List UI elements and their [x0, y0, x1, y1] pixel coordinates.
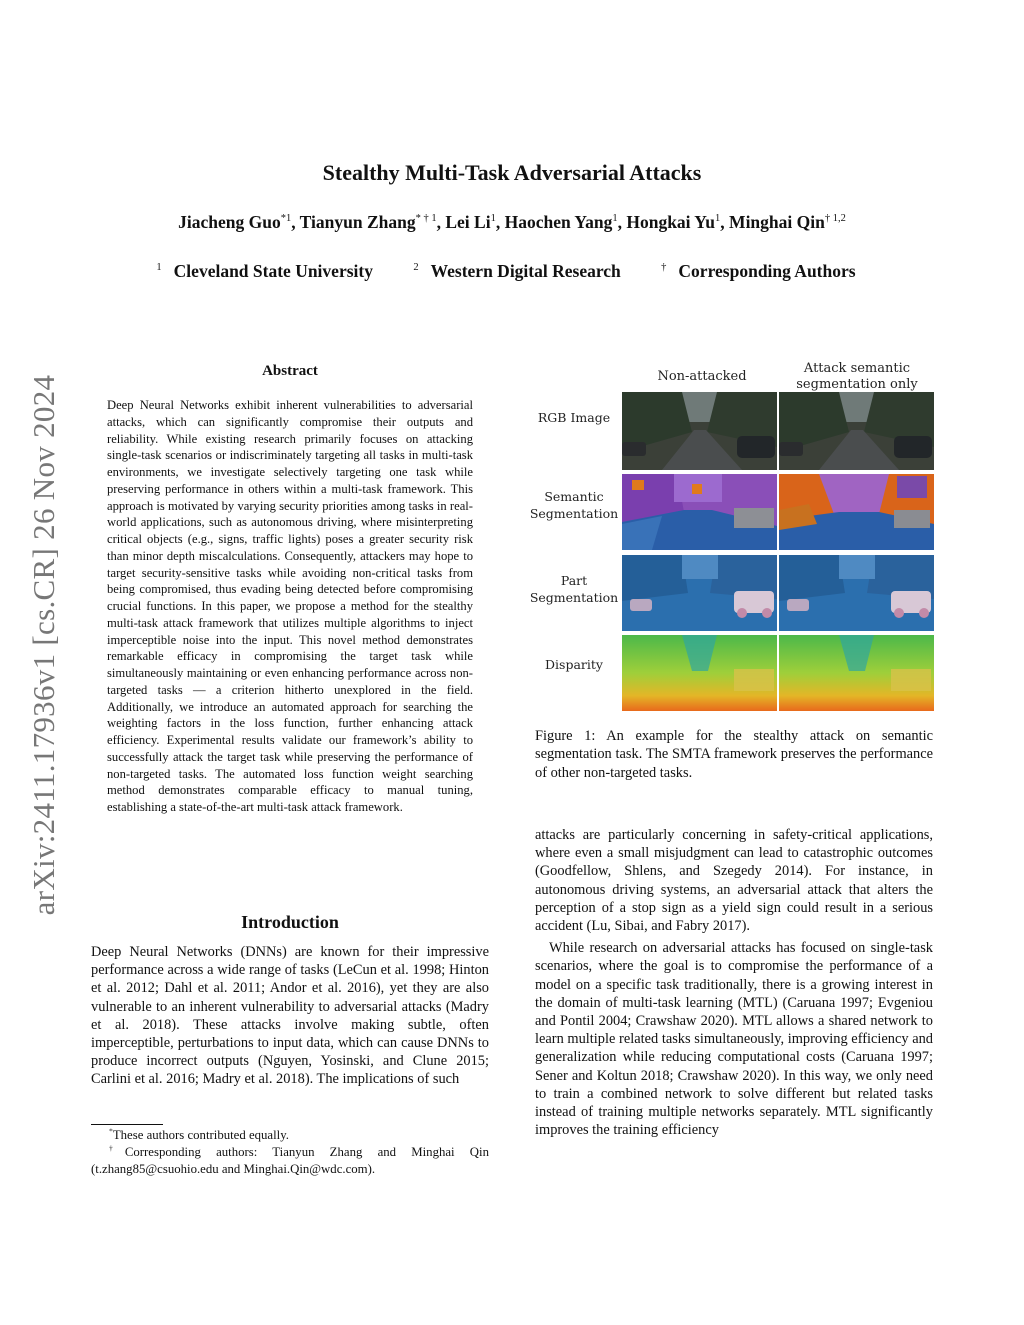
figure-rgb-attacked: [779, 392, 934, 470]
author: Lei Li$^1$: [445, 212, 496, 232]
author: Minghai Qin$^{\dagger 1,2}$: [729, 212, 846, 232]
introduction-paragraph: Deep Neural Networks (DNNs) are known for their impressive performance across a wide range of tasks (LeCun et al. 1998; Hinton et al. 2012; Dahl et al. 2011; Andor et al. 2016), yet they are also vulnerable to an inherent vulnerability to adversarial attacks (Madry et al. 2018). These attacks involve making subtle, often imperceptible, perturbations to input data, which can cause DNNs to produce incorrect outputs (Nguyen, Yosinski, and Clune 2015; Carlini et al. 2016; Madry et al. 2018). The implications of such: [91, 944, 489, 1088]
footnote-corresponding: †Corresponding authors: Tianyun Zhang and Minghai Qin (t.zhang85@csuohio.edu and Minghai.Qin@wdc.com).: [91, 1143, 489, 1177]
figure-col-header-attacked: Attack semantic segmentation only: [796, 361, 918, 392]
figure-row-label-rgb: RGB Image: [537, 410, 611, 425]
paper-title: Stealthy Multi-Task Adversarial Attacks: [322, 160, 702, 185]
body-paragraph: attacks are particularly concerning in safety-critical applications, where even a small misjudgment can lead to catastrophic outcomes (Goodfellow, Shlens, and Szegedy 2014). For instance, in autonomous driving systems, an adversarial attack that alters the perception of a stop sign as a yield sign could result in a serious accident (Lu, Sibai, and Fabry 2017).: [535, 827, 933, 935]
footnotes: [91, 1127, 489, 1179]
affiliation: $^2$ Western Digital Research: [413, 261, 621, 281]
affiliation: † Corresponding Authors: [661, 261, 856, 281]
figure-part-non-attacked: [622, 555, 777, 631]
arxiv-identifier: [20, 350, 68, 940]
author: Hongkai Yu$^1$: [626, 212, 721, 232]
footnote-rule: [91, 1124, 163, 1125]
figure-col-header-non-attacked: Non-attacked: [657, 369, 747, 384]
footnote-equal: *These authors contributed equally.: [109, 1126, 289, 1142]
figure-semantic-attacked: [779, 474, 934, 550]
figure-row-label-disparity: Disparity: [545, 657, 603, 672]
figure-semantic-non-attacked: [622, 474, 777, 550]
author: Tianyun Zhang$^{* \dagger 1}$: [299, 212, 437, 232]
author: Haochen Yang$^1$: [504, 212, 618, 232]
abstract-text: Deep Neural Networks exhibit inherent vulnerabilities to adversarial attacks, which can significantly compromise their outputs and reliability. While existing research primarily focuses on attacking single-task scenarios or indiscriminately targeting all tasks in multi-task environments, we investigate selectively targeting one task while preserving performance in others within a multi-task framework. This approach is motivated by varying security priorities among tasks in real-world applications, such as autonomous driving, where misinterpreting critical objects (e.g., signs, traffic lights) poses a greater security risk than minor depth miscalculations. Consequently, attackers may hope to target security-sensitive tasks while avoiding non-critical tasks from being compromised, thus evading being detected before compromising crucial functions. In this paper, we propose a method for the stealthy multi-task attack framework that utilizes multiple algorithms to inject imperceptible noise into the input. This novel method demonstrates remarkable efficacy in compromising the target task while simultaneously maintaining or even enhancing performance across non-targeted tasks — a criterion hitherto unexplored in the field. Additionally, we introduce an automated approach for searching the weighting factors in the loss function, further enhancing attack efficiency. Experimental results validate our framework’s ability to successfully attack the target task while preserving the performance of non-targeted tasks. The automated loss function weight searching method demonstrates comparable efficacy to manual tuning, establishing a state-of-the-art multi-task attack framework.: [107, 398, 473, 814]
figure-part-attacked: [779, 555, 934, 631]
affiliation: $^1$ Cleveland State University: [156, 261, 373, 281]
right-column-text: [535, 826, 933, 1139]
figure-row-label-part: Part Segmentation: [529, 573, 619, 605]
author-list: Jiacheng Guo$^{*1}$, Tianyun Zhang$^{* \dagger 1}$, Lei Li$^1$, Haochen Yang$^1$, Hongkai Yu$^1$, Minghai Qin$^{\dagger 1,2}$: [178, 212, 846, 232]
abstract-heading: Abstract: [262, 363, 318, 379]
figure-disparity-attacked: [779, 635, 934, 711]
figure-row-label-semantic: Semantic Segmentation: [529, 489, 619, 521]
figure-caption: Figure 1: An example for the stealthy attack on semantic segmentation task. The SMTA framework preserves the performance of other non-targeted tasks.: [535, 728, 933, 781]
figure-rgb-non-attacked: [622, 392, 777, 470]
author: Jiacheng Guo$^{*1}$: [178, 212, 292, 232]
arxiv-identifier-text: arXiv:2411.17936v1 [cs.CR] 26 Nov 2024: [26, 374, 61, 916]
body-paragraph: While research on adversarial attacks has focused on single-task scenarios, where the goal is to compromise the performance of a model on a specific task traditionally, there is a growing interest in the domain of multi-task learning (MTL) (Caruana 1997; Evgeniou and Pontil 2004; Crawshaw 2020). MTL allows a shared network to learn multiple related tasks simultaneously, improving efficiency and generalization while reducing computational costs (Caruana 1997; Sener and Koltun 2018; Crawshaw 2020). In this way, we only need to train a combined network to solve different but related tasks instead of training multiple networks separately. MTL significantly improves the training efficiency: [535, 940, 933, 1139]
affiliation-list: [80, 261, 944, 282]
figure-disparity-non-attacked: [622, 635, 777, 711]
introduction-heading: Introduction: [241, 912, 339, 932]
